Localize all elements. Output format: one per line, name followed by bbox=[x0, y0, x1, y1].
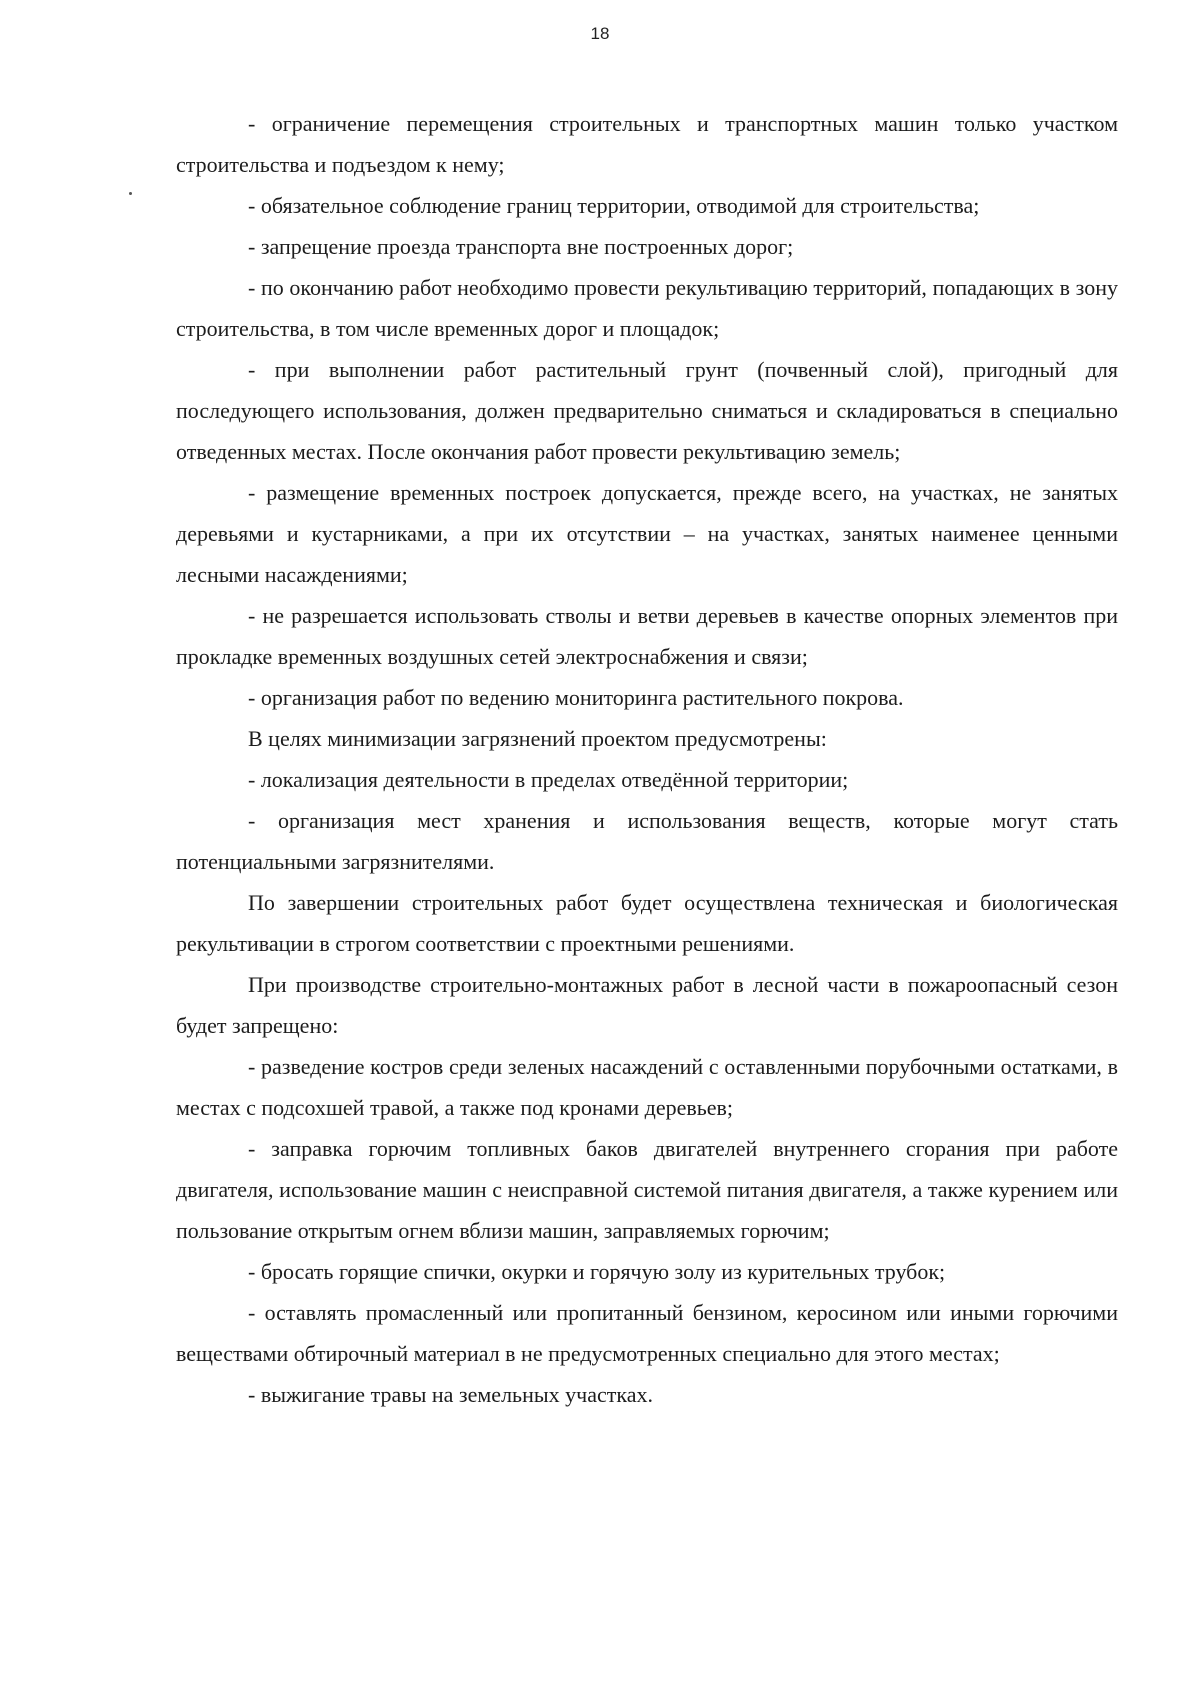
page-number: 18 bbox=[590, 24, 610, 43]
body-text bbox=[176, 103, 1118, 1415]
paragraph: По завершении строительных работ будет осуществлена техническая и биологическая рекультивации в строгом соответствии с проектными решениями. bbox=[176, 890, 1118, 956]
paragraph: - организация работ по ведению мониторинга растительного покрова. bbox=[248, 685, 904, 710]
paragraph: - бросать горящие спички, окурки и горячую золу из курительных трубок; bbox=[248, 1259, 946, 1284]
paragraph: - выжигание травы на земельных участках. bbox=[248, 1382, 653, 1407]
paragraph: - по окончанию работ необходимо провести рекультивацию территорий, попадающих в зону строительства, в том числе временных дорог и площадок; bbox=[176, 275, 1118, 341]
paragraph: - не разрешается использовать стволы и ветви деревьев в качестве опорных элементов при прокладке временных воздушных сетей электроснабжения и связи; bbox=[176, 603, 1118, 669]
paragraph: - при выполнении работ растительный грунт (почвенный слой), пригодный для последующего использования, должен предварительно сниматься и складироваться в специально отведенных местах. После окончания работ провести рекультивацию земель; bbox=[176, 357, 1118, 464]
paragraph: - разведение костров среди зеленых насаждений с оставленными порубочными остатками, в местах с подсохшей травой, а также под кронами деревьев; bbox=[176, 1054, 1118, 1120]
scan-speck bbox=[129, 192, 132, 195]
paragraph: - размещение временных построек допускается, прежде всего, на участках, не занятых деревьями и кустарниками, а при их отсутствии – на участках, занятых наименее ценными лесными насаждениями; bbox=[176, 480, 1118, 587]
paragraph: - оставлять промасленный или пропитанный бензином, керосином или иными горючими веществами обтирочный материал в не предусмотренных специально для этого местах; bbox=[176, 1300, 1118, 1366]
paragraph: - локализация деятельности в пределах отведённой территории; bbox=[248, 767, 849, 792]
paragraph: При производстве строительно-монтажных работ в лесной части в пожароопасный сезон будет запрещено: bbox=[176, 972, 1118, 1038]
paragraph: - обязательное соблюдение границ территории, отводимой для строительства; bbox=[248, 193, 980, 218]
paragraph: - заправка горючим топливных баков двигателей внутреннего сгорания при работе двигателя, использование машин с неисправной системой питания двигателя, а также курением или пользование открытым огнем вблизи машин, заправляемых горючим; bbox=[176, 1136, 1118, 1243]
paragraph: - ограничение перемещения строительных и транспортных машин только участком строительства и подъездом к нему; bbox=[176, 111, 1118, 177]
paragraph: В целях минимизации загрязнений проектом предусмотрены: bbox=[248, 726, 827, 751]
paragraph: - организация мест хранения и использования веществ, которые могут стать потенциальными загрязнителями. bbox=[176, 808, 1118, 874]
paragraph: - запрещение проезда транспорта вне построенных дорог; bbox=[248, 234, 794, 259]
